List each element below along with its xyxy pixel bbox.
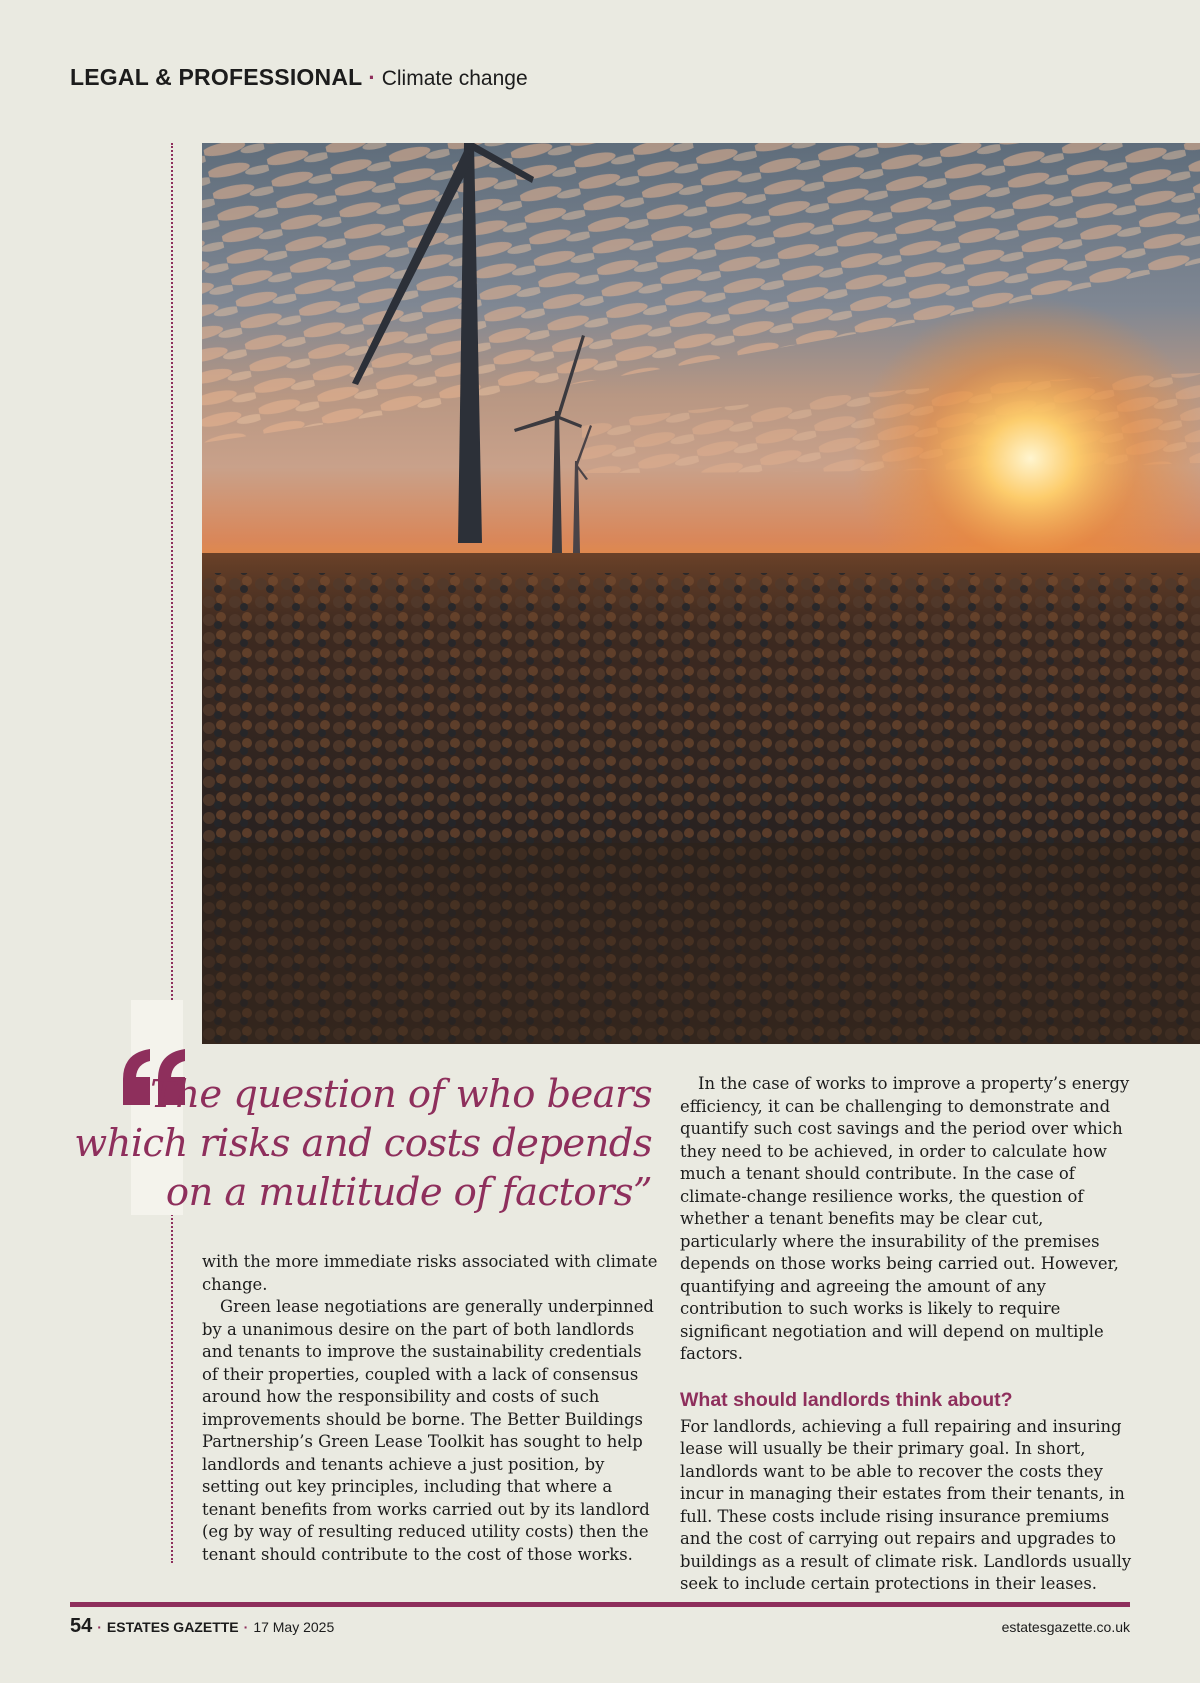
subheading: What should landlords think about? xyxy=(680,1388,1013,1411)
page-number: 54 xyxy=(70,1615,93,1637)
publication-name: ESTATES GAZETTE xyxy=(106,1619,239,1635)
left-paragraph-1: with the more immediate risks associated with climate change. xyxy=(202,1252,658,1294)
section-topic: Climate change xyxy=(381,67,528,90)
issue-date: 17 May 2025 xyxy=(253,1619,335,1635)
section-title: LEGAL & PROFESSIONAL xyxy=(70,64,363,90)
header-separator: · xyxy=(368,65,376,90)
left-column xyxy=(202,1251,662,1566)
section-header xyxy=(70,64,528,91)
footer-rule xyxy=(70,1602,1130,1607)
right-paragraph-2: For landlords, achieving a full repairing and insuring lease will usually be their primary goal. In short, landlords want to be able to recover the costs they incur in managing their estates from their tenants, in full. These costs include rising insurance premiums and the cost of carrying out repairs and upgrades to buildings as a result of climate risk. Landlords usually seek to include certain protections in their leases. xyxy=(680,1416,1132,1593)
wind-turbines-sunset-photo xyxy=(202,143,1200,1044)
left-paragraph-2: Green lease negotiations are generally underpinned by a unanimous desire on the part of both landlords and tenants to improve the sustainability credentials of their properties, coupled with a lack of consensus around how the responsibility and costs of such improvements should be borne. The Better Buildings Partnership’s Green Lease Toolkit has sought to help landlords and tenants achieve a just position, by setting out key principles, including that where a tenant benefits from works carried out by its landlord (eg by way of resulting reduced utility costs) then the tenant should contribute to the cost of those works. xyxy=(202,1297,654,1564)
footer-folio xyxy=(70,1615,334,1638)
footer-separator: · xyxy=(97,1619,102,1635)
footer-separator-2: · xyxy=(243,1619,249,1635)
pullquote-text: The question of who bears which risks and costs depends on a multitude of factors” xyxy=(74,1072,652,1215)
right-paragraph-1: In the case of works to improve a property’s energy efficiency, it can be challenging to demonstrate and quantify such cost savings and the period over which they need to be achieved, in order to calculate how much a tenant should contribute. In the case of climate-change resilience works, the question of whether a tenant benefits may be clear cut, particularly where the insurability of the premises depends on those works being carried out. However, quantifying and agreeing the amount of any contribution to such works is likely to require significant negotiation and will depend on multiple factors. xyxy=(680,1074,1130,1363)
right-column xyxy=(680,1073,1133,1596)
website-url: estatesgazette.co.uk xyxy=(1001,1619,1130,1635)
dotted-margin-rule xyxy=(171,143,173,1563)
